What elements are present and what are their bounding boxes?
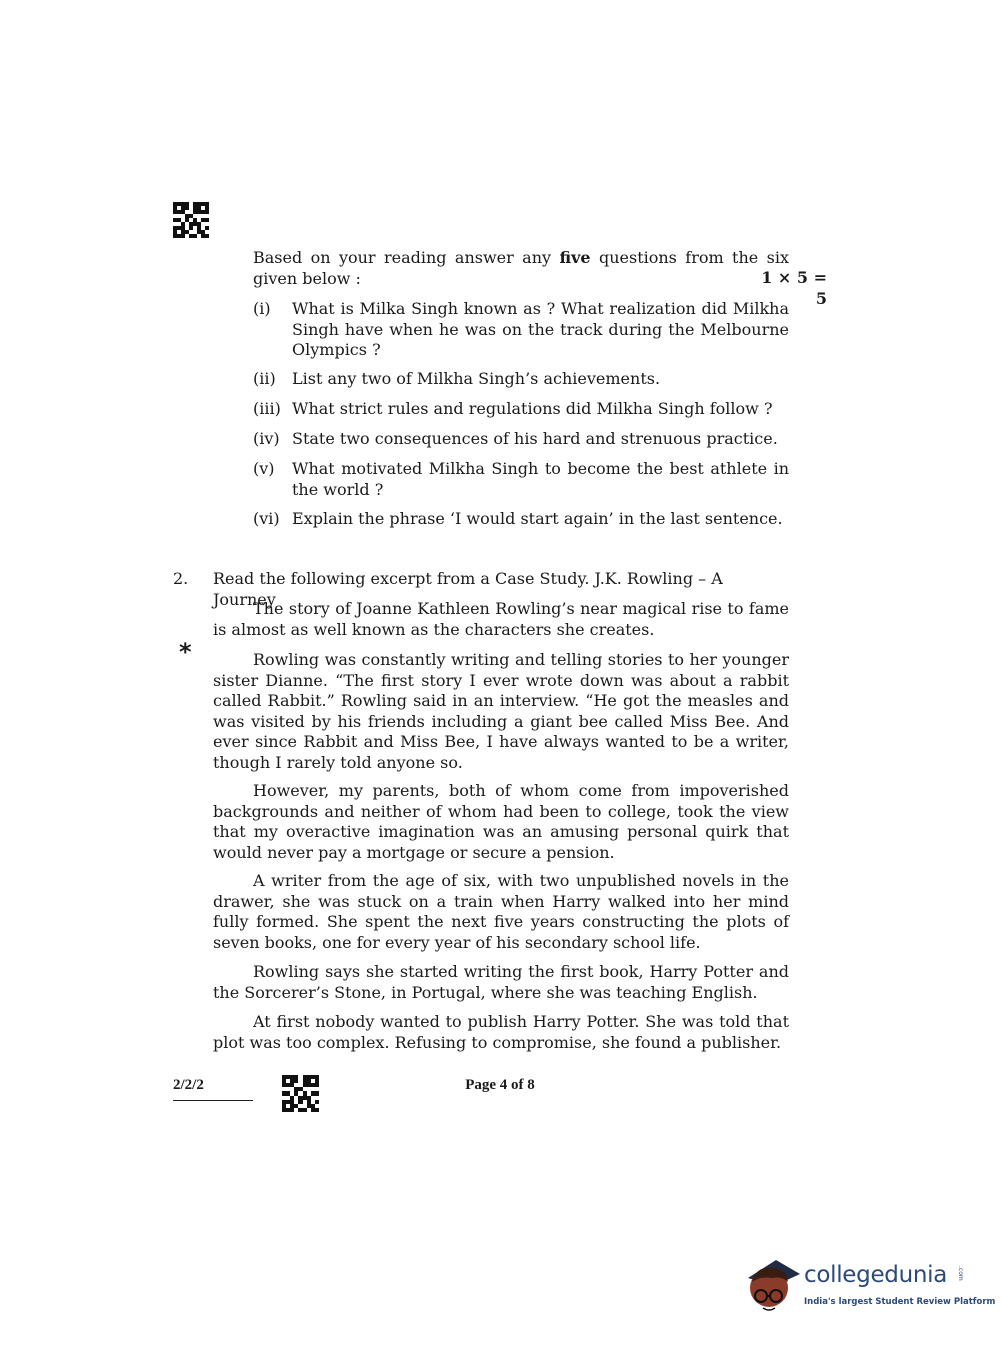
section-number: 2. — [173, 569, 189, 588]
passage-paragraph: The story of Joanne Kathleen Rowling’s near magical rise to fame is almost as well known as the characters she creates. — [213, 599, 789, 639]
question-text: Explain the phrase ‘I would start again’ in the last sentence. — [292, 509, 783, 528]
question-number: (ii) — [253, 369, 276, 388]
passage-paragraph: Rowling was constantly writing and telling stories to her younger sister Dianne. “The first story I ever wrote down was about a rabbit called Rabbit.” Rowling said in an interview. “He got the measles and was visited by his friends including a giant bee called Miss Bee. And ever since Rabbit and Miss Bee, I have always wanted to be a writer, though I rarely told anyone so. — [213, 650, 789, 772]
brand-name: collegedunia — [804, 1262, 948, 1288]
paper-code: 2/2/2 — [173, 1077, 204, 1093]
brand-tagline: India's largest Student Review Platform — [804, 1297, 996, 1307]
question-number: (iv) — [253, 429, 280, 448]
qr-code-top — [173, 202, 209, 238]
passage-paragraph: However, my parents, both of whom come from impoverished backgrounds and neither of whom had been to college, took the view that my overactive imagination was an amusing personal quirk that would never pay a mortgage or secure a pension. — [213, 781, 789, 862]
footer-divider — [173, 1100, 253, 1101]
instructions — [253, 248, 789, 289]
question-text: List any two of Milkha Singh’s achievements. — [292, 369, 661, 388]
question-text: What motivated Milkha Singh to become the best athlete in the world ? — [292, 459, 789, 499]
question-number: (i) — [253, 299, 271, 318]
question-text: State two consequences of his hard and strenuous practice. — [292, 429, 778, 448]
passage-paragraph: Rowling says she started writing the first book, Harry Potter and the Sorcerer’s Stone, in Portugal, where she was teaching English. — [213, 962, 789, 1002]
asterisk-marker: * — [179, 638, 192, 666]
qr-code-footer — [282, 1075, 319, 1112]
question-number: (vi) — [253, 509, 280, 528]
brand-suffix: .com — [957, 1266, 964, 1281]
passage-paragraph: A writer from the age of six, with two unpublished novels in the drawer, she was stuck on a train when Harry walked into her mind fully formed. She spent the next five years constructing the plots of seven books, one for every year of his secondary school life. — [213, 871, 789, 952]
question-number: (iii) — [253, 399, 281, 418]
question-number: (v) — [253, 459, 275, 478]
marks-label: 1 × 5 = 5 — [761, 268, 827, 308]
section-intro: Read the following excerpt from a Case Study. J.K. Rowling – A Journey — [213, 569, 723, 609]
page-number: Page 4 of 8 — [465, 1077, 535, 1093]
instructions-bold: five — [559, 248, 591, 267]
mascot-icon — [748, 1260, 800, 1310]
instructions-text-end: questions from the six given below : — [253, 248, 790, 288]
passage-paragraph: At first nobody wanted to publish Harry Potter. She was told that plot was too complex. Refusing to compromise, she found a publisher. — [213, 1012, 789, 1052]
question-text: What strict rules and regulations did Milkha Singh follow ? — [292, 399, 773, 418]
question-text: What is Milka Singh known as ? What realization did Milkha Singh have when he was on the track during the Melbourne Olympics ? — [292, 299, 789, 359]
instructions-text: Based on your reading answer any — [253, 248, 560, 267]
